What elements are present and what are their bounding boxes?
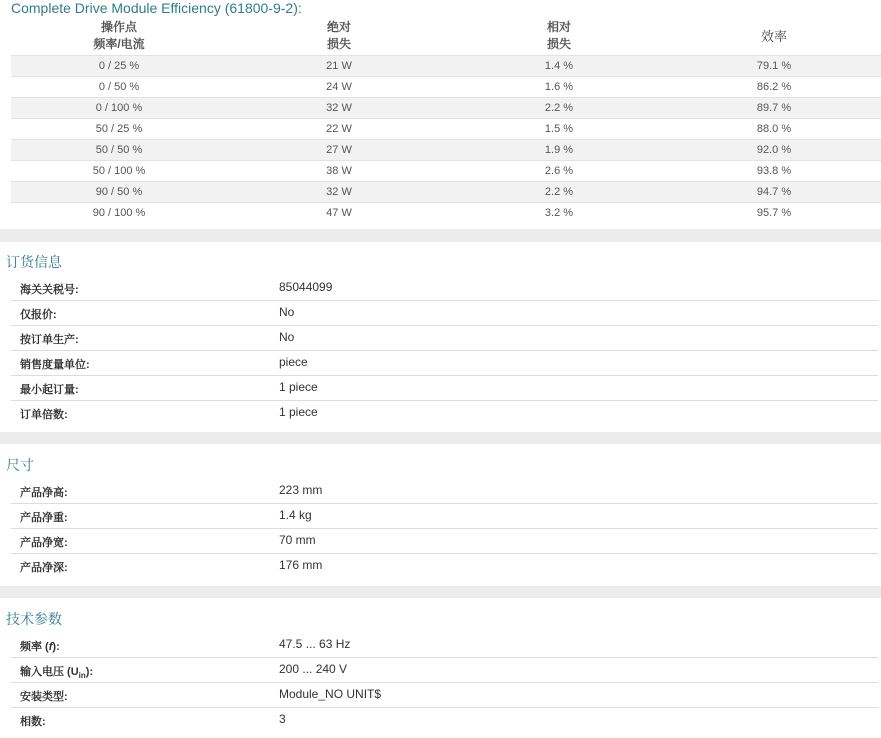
item-label: 最小起订量: (20, 384, 79, 396)
table-row (11, 140, 881, 161)
label-suffix: ): (52, 641, 60, 653)
header-efficiency: 效率 (760, 28, 787, 44)
cell-abs-loss: 38 W (227, 161, 451, 182)
item-value: 70 mm (279, 533, 316, 547)
cell-efficiency: 86.2 % (667, 77, 881, 98)
item-label: 产品净宽: (20, 537, 68, 549)
header-absolute-loss-line1: 绝对 (326, 20, 351, 34)
section-divider (0, 229, 881, 242)
list-item (11, 504, 878, 529)
table-row (11, 119, 881, 140)
ordering-section-title: 订货信息 (6, 254, 62, 270)
item-label: 产品净重: (20, 512, 68, 524)
item-value: No (279, 305, 295, 319)
cell-point: 90 / 100 % (11, 203, 227, 224)
cell-point: 0 / 50 % (11, 77, 227, 98)
item-label: 安装类型: (20, 691, 68, 703)
cell-point: 90 / 50 % (11, 182, 227, 203)
cell-rel-loss: 2.2 % (451, 98, 667, 119)
cell-abs-loss: 32 W (227, 182, 451, 203)
cell-abs-loss: 21 W (227, 56, 451, 77)
cell-efficiency: 92.0 % (667, 140, 881, 161)
dimensions-section-title: 尺寸 (6, 457, 34, 473)
header-absolute-loss (227, 17, 451, 56)
cell-rel-loss: 1.4 % (451, 56, 667, 77)
header-operating-point (11, 17, 227, 56)
list-item (11, 683, 878, 708)
cell-point: 50 / 50 % (11, 140, 227, 161)
cell-point: 0 / 100 % (11, 98, 227, 119)
item-label (20, 663, 93, 680)
section-divider (0, 432, 881, 444)
table-row (11, 98, 881, 119)
cell-rel-loss: 1.6 % (451, 77, 667, 98)
list-item (11, 658, 878, 683)
item-label: 产品净深: (20, 562, 68, 574)
table-row (11, 182, 881, 203)
list-item (11, 479, 878, 504)
cell-point: 0 / 25 % (11, 56, 227, 77)
list-item (11, 554, 878, 578)
item-value: piece (279, 355, 308, 369)
dimensions-list (11, 479, 878, 578)
list-item (11, 708, 878, 732)
section-divider (0, 586, 881, 598)
table-row (11, 77, 881, 98)
label-prefix: 频率 ( (20, 641, 49, 653)
header-relative-loss (451, 17, 667, 56)
list-item (11, 401, 878, 425)
item-label: 相数: (20, 716, 46, 728)
cell-efficiency: 93.8 % (667, 161, 881, 182)
item-label: 仅报价: (20, 309, 57, 321)
table-row (11, 161, 881, 182)
list-item (11, 351, 878, 376)
cell-rel-loss: 3.2 % (451, 203, 667, 224)
cell-rel-loss: 2.2 % (451, 182, 667, 203)
cell-efficiency: 88.0 % (667, 119, 881, 140)
header-relative-loss-line1: 相对 (546, 20, 571, 34)
cell-abs-loss: 22 W (227, 119, 451, 140)
header-absolute-loss-line2: 损失 (326, 37, 351, 51)
item-value: No (279, 330, 295, 344)
cell-abs-loss: 27 W (227, 140, 451, 161)
cell-rel-loss: 1.9 % (451, 140, 667, 161)
list-item (11, 326, 878, 351)
item-value: 1 piece (279, 380, 318, 394)
item-label (20, 638, 60, 654)
list-item (11, 276, 878, 301)
item-value: 223 mm (279, 483, 323, 497)
cell-abs-loss: 32 W (227, 98, 451, 119)
label-suffix: ): (85, 666, 94, 678)
item-value: 3 (279, 712, 286, 726)
header-operating-point-line1: 操作点 (100, 20, 137, 34)
technical-list (11, 633, 878, 732)
cell-rel-loss: 1.5 % (451, 119, 667, 140)
item-value: 47.5 ... 63 Hz (279, 637, 351, 651)
header-operating-point-line2: 频率/电流 (93, 37, 145, 51)
item-label: 销售度量单位: (20, 359, 90, 371)
item-value: Module_NO UNIT$ (279, 687, 382, 701)
cell-rel-loss: 2.6 % (451, 161, 667, 182)
label-symbol: f (48, 641, 53, 653)
efficiency-title: Complete Drive Module Efficiency (61800-9-2): (11, 0, 302, 16)
cell-abs-loss: 47 W (227, 203, 451, 224)
item-label: 订单倍数: (20, 409, 68, 421)
list-item (11, 376, 878, 401)
item-value: 1 piece (279, 405, 318, 419)
cell-abs-loss: 24 W (227, 77, 451, 98)
cell-efficiency: 95.7 % (667, 203, 881, 224)
efficiency-header-row (11, 17, 881, 56)
list-item (11, 633, 878, 658)
ordering-list (11, 276, 878, 425)
efficiency-table (11, 17, 881, 223)
cell-point: 50 / 100 % (11, 161, 227, 182)
header-relative-loss-line2: 损失 (546, 37, 571, 51)
item-value: 200 ... 240 V (279, 662, 348, 676)
label-prefix: 输入电压 (U (20, 666, 79, 678)
item-label: 海关关税号: (20, 284, 79, 296)
cell-efficiency: 79.1 % (667, 56, 881, 77)
item-value: 1.4 kg (279, 508, 312, 522)
item-value: 176 mm (279, 558, 323, 572)
cell-efficiency: 89.7 % (667, 98, 881, 119)
table-row (11, 56, 881, 77)
list-item (11, 529, 878, 554)
item-value: 85044099 (279, 280, 333, 294)
item-label: 按订单生产: (20, 334, 79, 346)
technical-section-title: 技术参数 (6, 611, 62, 627)
item-label: 产品净高: (20, 487, 68, 499)
cell-point: 50 / 25 % (11, 119, 227, 140)
cell-efficiency: 94.7 % (667, 182, 881, 203)
list-item (11, 301, 878, 326)
label-subscript: in (78, 671, 86, 681)
table-row (11, 203, 881, 224)
